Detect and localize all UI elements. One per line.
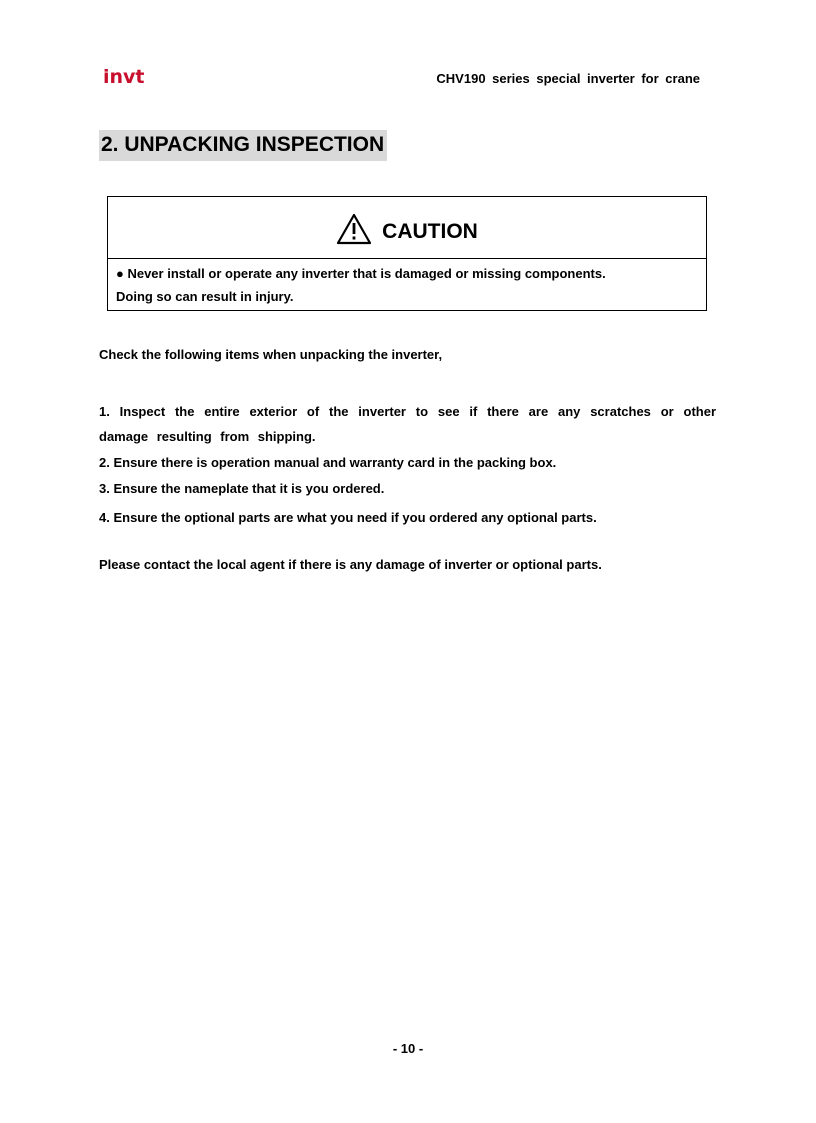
checklist-item-1: 1. Inspect the entire exterior of the inverter to see if there are any scratches or other damage resulting from shipping. <box>99 404 716 444</box>
checklist-item-4: 4. Ensure the optional parts are what you need if you ordered any optional parts. <box>99 510 597 525</box>
caution-box <box>107 196 707 311</box>
warning-triangle-icon <box>336 211 372 245</box>
company-logo: invt <box>103 66 145 88</box>
caution-text-line-1: ● Never install or operate any inverter that is damaged or missing components. <box>116 266 606 281</box>
document-header-title: CHV190 series special inverter for crane <box>436 71 700 86</box>
page-number: - 10 - <box>392 1041 424 1056</box>
checklist-item-2: 2. Ensure there is operation manual and warranty card in the packing box. <box>99 455 557 470</box>
caution-label: CAUTION <box>382 220 478 243</box>
contact-paragraph: Please contact the local agent if there is any damage of inverter or optional parts. <box>99 557 602 572</box>
checklist-item-3: 3. Ensure the nameplate that it is you ordered. <box>99 481 385 496</box>
section-title: 2. UNPACKING INSPECTION <box>99 130 387 161</box>
caution-header <box>108 197 706 259</box>
intro-paragraph: Check the following items when unpacking the inverter, <box>99 347 443 362</box>
caution-text <box>108 259 706 308</box>
caution-text-line-2: Doing so can result in injury. <box>116 289 294 304</box>
